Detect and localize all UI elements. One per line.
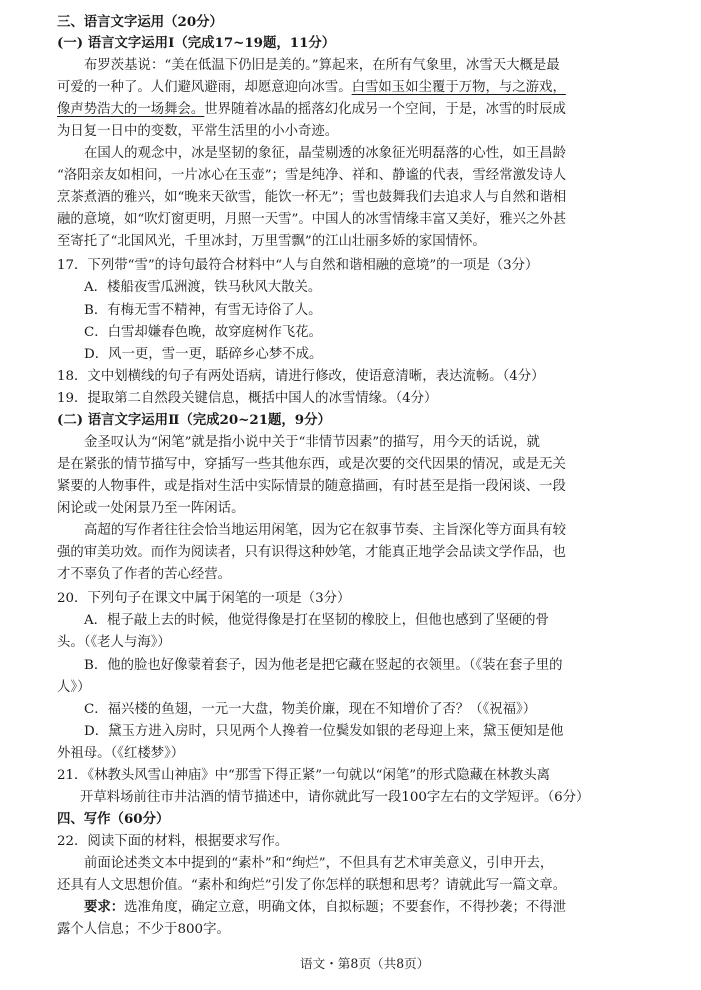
q20-option-d-line2: 外祖母。（《红楼梦》） [57, 746, 185, 761]
q20-stem: 20．下列句子在课文中属于闲笔的一项是（3分） [57, 591, 351, 606]
q18: 18．文中划横线的句子有两处语病，请进行修改，使语意清晰，表达流畅。（4分） [57, 369, 545, 384]
p1-underline-2: 像声势浩大的一场舞会。 [57, 102, 205, 117]
p1-line1: 布罗茨基说：“美在低温下仍旧是美的。”算起来，在所有气象里，冰雪天大概是最 [84, 58, 560, 73]
p4-line2: 强的审美功效。而作为阅读者，只有识得这种妙笔，才能真正地学会品读文学作品，也 [57, 545, 566, 560]
q17-option-d: D．风一更，雪一更，聒碎乡心梦不成。 [84, 347, 323, 362]
q17-option-a: A．楼船夜雪瓜洲渡，铁马秋风大散关。 [84, 280, 322, 295]
p3-line4: 闲论或一处闲景乃至一阵闲话。 [57, 501, 245, 516]
q20-option-c: C．福兴楼的鱼翅，一元一大盘，物美价廉，现在不知增价了否？（《祝福》） [84, 702, 537, 717]
p1-line3 [57, 99, 566, 120]
p4-line3: 才不辜负了作者的苦心经营。 [57, 567, 232, 582]
p3-line2: 是在紧张的情节描写中，穿插写一些其他东西，或是次要的交代因果的情况，或是无关 [57, 457, 566, 472]
p1-line2 [57, 77, 566, 98]
p2-line3: 烹茶煮酒的雅兴，如“晚来天欲雪，能饮一杯无”；雪也鼓舞我们去追求人与自然和谐相 [57, 190, 567, 205]
q20-option-a-line2: 头。（《老人与海》） [57, 635, 171, 650]
requirements-text: 选准角度，确定立意，明确文体，自拟标题；不要套作，不得抄袭；不得泄 [124, 900, 567, 915]
q20-option-d-line1: D．黛玉方进入房时，只见两个人搀着一位鬓发如银的老母迎上来，黛玉便知是他 [84, 724, 564, 739]
requirements-label: 要求： [84, 899, 125, 915]
q22-requirements-line1 [84, 897, 566, 918]
q22: 22．阅读下面的材料，根据要求写作。 [57, 834, 289, 849]
q21-line1: 21．《林教头风雪山神庙》中“那雪下得正紧”一句就以“闲笔”的形式隐藏在林教头离 [57, 768, 551, 783]
page-footer: 语文・第8页（共8页） [300, 956, 430, 971]
q17-stem: 17．下列带“雪”的诗句最符合材料中“人与自然和谐相融的意境”的一项是（3分） [57, 258, 539, 273]
q20-option-b-line1: B．他的脸也好像蒙着套子，因为他老是把它藏在竖起的衣领里。（《装在套子里的 [84, 658, 563, 673]
q22-requirements-line2: 露个人信息；不少于800字。 [57, 922, 230, 937]
q22-material-line2: 还具有人文思想价值。“素朴和绚烂”引发了你怎样的联想和思考？请就此写一篇文章。 [57, 878, 567, 893]
q20-option-b-line2: 人》） [57, 680, 91, 695]
p3-line3: 紧要的人物事件，或是指对生活中实际情景的随意描画，有时甚至是指一段闲谈、一段 [57, 479, 566, 494]
q19: 19．提取第二自然段关键信息，概括中国人的冰雪情缘。（4分） [57, 391, 438, 406]
p1-line3-text: 世界随着冰晶的摇落幻化成另一个空间，于是，冰雪的时辰成 [204, 102, 566, 117]
section-4-title: 四、写作（60分） [57, 811, 170, 827]
part-1-title: (一) 语言文字运用Ⅰ（完成17~19题，11分） [57, 35, 336, 51]
q20-option-a-line1: A．棍子敲上去的时候，他觉得像是打在坚韧的橡胶上，但他也感到了坚硬的骨 [84, 613, 549, 628]
part-2-title: (二) 语言文字运用Ⅱ（完成20~21题，9分） [57, 412, 331, 428]
p2-line1: 在国人的观念中，冰是坚韧的象征，晶莹剔透的冰象征光明磊落的心性，如王昌龄 [84, 146, 567, 161]
p2-line4: 融的意境，如“吹灯窗更明，月照一天雪”。中国人的冰雪情缘丰富又美好，雅兴之外甚 [57, 212, 567, 227]
p2-line5: 至寄托了“北国风光，千里冰封，万里雪飘”的江山壮丽多娇的家国情怀。 [57, 234, 486, 249]
q17-option-b: B．有梅无雪不精神，有雪无诗俗了人。 [84, 303, 322, 318]
section-3-title: 三、语言文字运用（20分） [57, 14, 223, 30]
p1-underline-1: 白雪如玉如尘覆于万物，与之游戏， [351, 80, 566, 95]
p4-line1: 高超的写作者往往会恰当地运用闲笔，因为它在叙事节奏、主旨深化等方面具有较 [84, 523, 567, 538]
p2-line2: “洛阳亲友如相问，一片冰心在玉壶”；雪是纯净、祥和、静谧的代表，雪经常激发诗人 [57, 168, 567, 183]
p3-line1: 金圣叹认为“闲笔”就是指小说中关于“非情节因素”的描写，用今天的话说，就 [84, 435, 540, 450]
q21-line2: 开草料场前往市井沽酒的情节描述中，请你就此写一段100字左右的文学短评。（6分） [80, 790, 590, 805]
p1-line4: 为日复一日中的变数，平常生活里的小小奇迹。 [57, 124, 339, 139]
q17-option-c: C．白雪却嫌春色晚，故穿庭树作飞花。 [84, 325, 322, 340]
p1-line2-text: 可爱的一种了。人们避风避雨，却愿意迎向冰雪。 [57, 80, 352, 95]
q22-material-line1: 前面论述类文本中提到的“素朴”和“绚烂”，不但具有艺术审美意义，引申开去， [84, 856, 554, 871]
